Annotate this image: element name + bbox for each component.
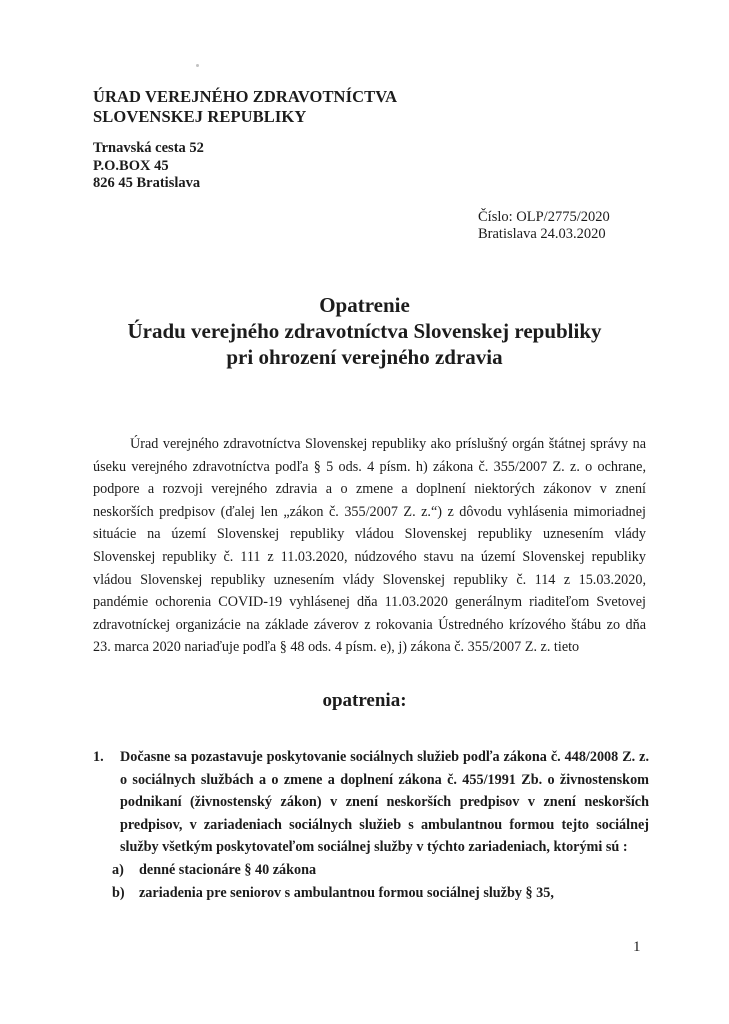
measure-item xyxy=(93,746,649,859)
measure-number: 1. xyxy=(93,749,104,765)
subitem-text: zariadenia pre seniorov s ambulantnou formou sociálnej služby § 35, xyxy=(139,884,554,901)
measure-text: Dočasne sa pozastavuje poskytovanie sociálnych služieb podľa zákona č. 448/2008 Z. z. o sociálnych službách a o zmene a doplnení zákona č. 455/1991 Zb. o živnostenskom podnikaní (živnostenský zákon) v znení neskorších predpisov v znení neskorších predpisov, v zariadeniach sociálnych služieb s ambulantnou formou tejto sociálnej služby všetkým poskytovateľom sociálnej služby v týchto zariadeniach, ktorými sú : xyxy=(120,749,649,856)
measures-list xyxy=(93,746,649,904)
body-text xyxy=(93,433,646,659)
organization-address xyxy=(93,140,204,193)
organization-name xyxy=(93,87,397,127)
scan-speck xyxy=(196,64,199,67)
organization-name-line1: ÚRAD VEREJNÉHO ZDRAVOTNÍCTVA xyxy=(93,87,398,106)
intro-paragraph: Úrad verejného zdravotníctva Slovenskej republiky ako príslušný orgán štátnej správy na úseku verejného zdravotníctva podľa § 5 ods. 4 písm. h) zákona č. 355/2007 Z. z. o ochrane, podpore a rozvoji verejného zdravia a o zmene a doplnení niektorých zákonov v znení neskorších predpisov (ďalej len „zákon č. 355/2007 Z. z.“) z dôvodu vyhlásenia mimoriadnej situácie na území Slovenskej republiky vládou Slovenskej republiky uznesením vlády Slovenskej republiky č. 111 z 11.03.2020, núdzového stavu na území Slovenskej republiky vládou Slovenskej republiky uznesením vlády Slovenskej republiky č. 114 z 15.03.2020, pandémie ochorenia COVID-19 vyhlásenej dňa 11.03.2020 generálnym riaditeľom Svetovej zdravotníckej organizácie na základe záverov z rokovania Ústredného krízového štábu zo dňa 23. marca 2020 nariaďuje podľa § 48 ods. 4 písm. e), j) zákona č. 355/2007 Z. z. tieto xyxy=(93,436,646,656)
measure-subitem-b xyxy=(93,882,649,905)
page-number: 1 xyxy=(633,939,641,955)
reference-place-date: Bratislava 24.03.2020 xyxy=(478,226,606,242)
subitem-letter: b) xyxy=(112,884,125,901)
address-pobox: P.O.BOX 45 xyxy=(93,157,169,174)
organization-name-line2: SLOVENSKEJ REPUBLIKY xyxy=(93,107,307,126)
reference-number: Číslo: OLP/2775/2020 xyxy=(478,209,610,225)
address-city: 826 45 Bratislava xyxy=(93,175,201,191)
title-line1: Opatrenie xyxy=(319,293,410,317)
measure-subitem-a xyxy=(93,859,649,882)
title-line3: pri ohrození verejného zdravia xyxy=(226,345,503,369)
reference-block xyxy=(478,209,610,243)
measures-heading: opatrenia: xyxy=(322,690,407,711)
address-street: Trnavská cesta 52 xyxy=(93,140,204,156)
subitem-letter: a) xyxy=(112,861,124,878)
title-line2: Úradu verejného zdravotníctva Slovenskej republiky xyxy=(127,319,602,343)
document-title xyxy=(0,292,729,370)
subitem-text: denné stacionáre § 40 zákona xyxy=(139,861,317,878)
